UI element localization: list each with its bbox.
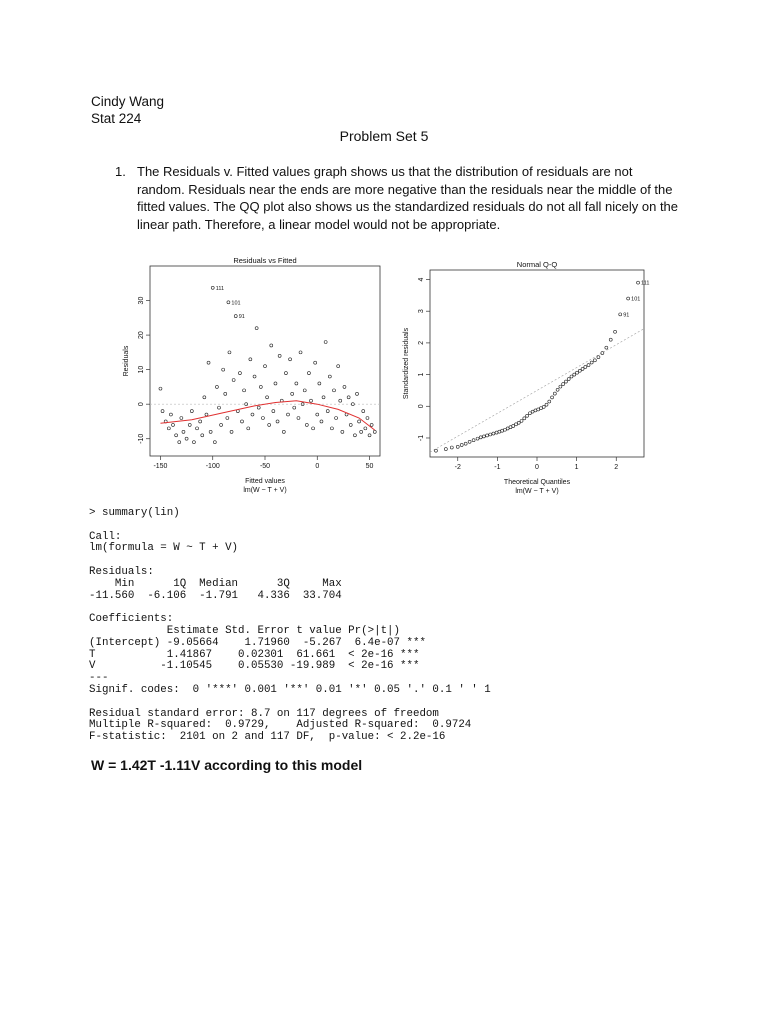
data-point bbox=[180, 417, 183, 420]
data-point bbox=[201, 434, 204, 437]
data-point bbox=[178, 441, 181, 444]
data-point bbox=[241, 420, 244, 423]
data-point bbox=[472, 439, 475, 442]
data-point bbox=[287, 413, 290, 416]
data-point bbox=[542, 405, 545, 408]
data-point bbox=[551, 396, 554, 399]
data-point bbox=[169, 413, 172, 416]
data-point bbox=[605, 346, 608, 349]
r-output-line: Residual standard error: 8.7 on 117 degrees of freedom bbox=[89, 707, 439, 720]
data-point bbox=[305, 423, 308, 426]
data-point bbox=[243, 389, 246, 392]
data-point bbox=[559, 385, 562, 388]
data-point bbox=[362, 410, 365, 413]
plot-frame bbox=[150, 266, 380, 456]
x-axis-label: Theoretical Quantiles bbox=[503, 479, 571, 486]
r-output-line: Multiple R-squared: 0.9729, Adjusted R-squared: 0.9724 bbox=[89, 719, 472, 732]
r-output-line: Coefficients: bbox=[89, 613, 174, 626]
data-point bbox=[330, 427, 333, 430]
data-point bbox=[464, 442, 467, 445]
author-name: Cindy Wang bbox=[91, 94, 165, 109]
data-point bbox=[545, 403, 548, 406]
data-point bbox=[366, 417, 369, 420]
r-output-line: Call: bbox=[89, 530, 122, 543]
data-point bbox=[322, 396, 325, 399]
data-point bbox=[199, 420, 202, 423]
data-point bbox=[567, 378, 570, 381]
data-point bbox=[492, 432, 495, 435]
data-point bbox=[570, 375, 573, 378]
data-point bbox=[227, 301, 230, 304]
y-axis-label: Standardized residuals bbox=[403, 327, 410, 400]
data-point bbox=[222, 368, 225, 371]
data-point bbox=[326, 410, 329, 413]
x-axis-sublabel: lm(W ~ T + V) bbox=[243, 487, 287, 494]
data-point bbox=[211, 286, 214, 289]
data-point bbox=[226, 417, 229, 420]
x-tick-label: -100 bbox=[205, 463, 220, 470]
data-point bbox=[253, 375, 256, 378]
data-point bbox=[270, 344, 273, 347]
data-point bbox=[619, 313, 622, 316]
data-point bbox=[526, 414, 529, 417]
r-output-line: T 1.41867 0.02301 61.661 < 2e-16 *** bbox=[89, 648, 420, 661]
question-number: 1. bbox=[115, 164, 126, 179]
x-tick-label: -50 bbox=[259, 463, 271, 470]
r-output-line: F-statistic: 2101 on 2 and 117 DF, p-value: < 2.2e-16 bbox=[89, 731, 446, 744]
data-point bbox=[175, 434, 178, 437]
data-point bbox=[553, 392, 556, 395]
data-point bbox=[218, 406, 221, 409]
r-output-line: (Intercept) -9.05664 1.71960 -5.267 6.4e-07 *** bbox=[89, 636, 426, 649]
r-output-line: Signif. codes: 0 '***' 0.001 '**' 0.01 '*' 0.05 '.' 0.1 ' ' 1 bbox=[89, 683, 491, 696]
data-point bbox=[479, 436, 482, 439]
data-point bbox=[205, 413, 208, 416]
data-point bbox=[257, 406, 260, 409]
data-point bbox=[203, 396, 206, 399]
data-point bbox=[528, 412, 531, 415]
data-point bbox=[299, 351, 302, 354]
normal-qq-chart bbox=[396, 253, 656, 511]
data-point bbox=[188, 423, 191, 426]
y-tick-label: 1 bbox=[418, 372, 425, 377]
y-tick-label: -10 bbox=[138, 433, 145, 444]
data-point bbox=[370, 423, 373, 426]
data-point bbox=[637, 281, 640, 284]
data-point bbox=[517, 421, 520, 424]
data-point bbox=[581, 367, 584, 370]
data-point bbox=[303, 389, 306, 392]
data-point bbox=[520, 419, 523, 422]
residuals-vs-fitted-chart bbox=[108, 253, 398, 503]
x-tick-label: -150 bbox=[153, 463, 168, 470]
data-point bbox=[320, 420, 323, 423]
data-point bbox=[360, 430, 363, 433]
data-point bbox=[224, 392, 227, 395]
r-output-line bbox=[89, 520, 491, 532]
data-point bbox=[460, 443, 463, 446]
data-point bbox=[220, 423, 223, 426]
data-point bbox=[234, 315, 237, 318]
data-point bbox=[347, 396, 350, 399]
data-point bbox=[333, 389, 336, 392]
data-point bbox=[328, 375, 331, 378]
data-point bbox=[514, 423, 517, 426]
x-tick-label: 1 bbox=[574, 464, 579, 471]
r-output-line: V -1.10545 0.05530 -19.989 < 2e-16 *** bbox=[89, 660, 420, 673]
data-point bbox=[318, 382, 321, 385]
r-summary-output bbox=[89, 508, 491, 744]
data-point bbox=[609, 338, 612, 341]
data-point bbox=[450, 446, 453, 449]
data-point bbox=[182, 430, 185, 433]
question-1 bbox=[115, 163, 680, 233]
data-point bbox=[284, 372, 287, 375]
data-point bbox=[339, 399, 342, 402]
y-tick-label: 3 bbox=[418, 309, 425, 314]
data-point bbox=[324, 341, 327, 344]
plot-frame bbox=[430, 270, 644, 457]
data-point bbox=[573, 373, 576, 376]
course-name: Stat 224 bbox=[91, 111, 142, 126]
data-point bbox=[228, 351, 231, 354]
outlier-label: 91 bbox=[238, 314, 245, 321]
x-tick-label: -2 bbox=[454, 464, 461, 471]
r-output-line bbox=[89, 697, 491, 709]
chart-title: Normal Q-Q bbox=[516, 260, 558, 269]
data-point bbox=[368, 434, 371, 437]
r-output-line: Residuals: bbox=[89, 565, 154, 578]
outlier-label: 111 bbox=[641, 280, 650, 287]
data-point bbox=[314, 361, 317, 364]
data-point bbox=[310, 399, 313, 402]
outlier-label: 101 bbox=[231, 300, 241, 307]
data-point bbox=[312, 427, 315, 430]
data-point bbox=[167, 427, 170, 430]
data-point bbox=[213, 441, 216, 444]
document-title: Problem Set 5 bbox=[339, 128, 429, 144]
data-point bbox=[512, 424, 515, 427]
outlier-label: 91 bbox=[623, 312, 630, 319]
qq-reference-line bbox=[430, 329, 644, 453]
data-point bbox=[353, 434, 356, 437]
data-point bbox=[249, 358, 252, 361]
data-point bbox=[161, 410, 164, 413]
r-output-line: Estimate Std. Error t value Pr(>|t|) bbox=[89, 624, 401, 637]
data-point bbox=[295, 382, 298, 385]
y-tick-label: 0 bbox=[138, 402, 145, 407]
model-conclusion: W = 1.42T -1.11V according to this model bbox=[91, 757, 363, 773]
data-point bbox=[159, 387, 162, 390]
y-axis-label: Residuals bbox=[123, 345, 130, 377]
data-point bbox=[548, 400, 551, 403]
data-point bbox=[264, 365, 267, 368]
r-output-line: --- bbox=[89, 672, 109, 685]
r-output-line: lm(formula = W ~ T + V) bbox=[89, 542, 239, 555]
data-point bbox=[274, 382, 277, 385]
data-point bbox=[337, 365, 340, 368]
data-point bbox=[597, 356, 600, 359]
data-point bbox=[482, 435, 485, 438]
data-point bbox=[259, 385, 262, 388]
data-point bbox=[593, 359, 596, 362]
data-point bbox=[307, 372, 310, 375]
y-tick-label: 0 bbox=[418, 404, 425, 409]
data-point bbox=[266, 396, 269, 399]
data-point bbox=[196, 427, 199, 430]
data-point bbox=[364, 427, 367, 430]
r-output-line: Min 1Q Median 3Q Max bbox=[89, 577, 342, 590]
data-point bbox=[456, 445, 459, 448]
y-tick-label: 2 bbox=[418, 340, 425, 345]
data-point bbox=[247, 427, 250, 430]
data-point bbox=[358, 420, 361, 423]
y-tick-label: -1 bbox=[418, 434, 425, 442]
y-tick-label: 4 bbox=[418, 277, 425, 282]
data-point bbox=[556, 388, 559, 391]
data-point bbox=[291, 392, 294, 395]
data-point bbox=[207, 361, 210, 364]
data-point bbox=[172, 423, 175, 426]
x-axis-sublabel: lm(W ~ T + V) bbox=[515, 488, 559, 495]
outlier-label: 111 bbox=[215, 285, 225, 292]
data-point bbox=[576, 371, 579, 374]
data-point bbox=[489, 433, 492, 436]
data-point bbox=[356, 392, 359, 395]
data-point bbox=[584, 365, 587, 368]
data-point bbox=[297, 417, 300, 420]
data-point bbox=[590, 361, 593, 364]
data-point bbox=[192, 441, 195, 444]
data-point bbox=[261, 417, 264, 420]
r-output-line: -11.560 -6.106 -1.791 4.336 33.704 bbox=[89, 589, 342, 602]
data-point bbox=[349, 423, 352, 426]
data-point bbox=[209, 430, 212, 433]
data-point bbox=[238, 372, 241, 375]
data-point bbox=[434, 449, 437, 452]
data-point bbox=[476, 437, 479, 440]
data-point bbox=[587, 364, 590, 367]
data-point bbox=[251, 413, 254, 416]
data-point bbox=[282, 430, 285, 433]
data-point bbox=[578, 369, 581, 372]
data-point bbox=[614, 330, 617, 333]
data-point bbox=[444, 448, 447, 451]
x-tick-label: 0 bbox=[535, 464, 539, 471]
data-point bbox=[232, 379, 235, 382]
data-point bbox=[373, 430, 376, 433]
y-tick-label: 10 bbox=[138, 365, 145, 374]
data-point bbox=[268, 423, 271, 426]
data-point bbox=[230, 430, 233, 433]
data-point bbox=[564, 380, 567, 383]
data-point bbox=[316, 413, 319, 416]
x-tick-label: 2 bbox=[614, 464, 619, 471]
data-point bbox=[278, 354, 281, 357]
r-output-line: > summary(lin) bbox=[89, 507, 180, 519]
data-point bbox=[289, 358, 292, 361]
data-point bbox=[343, 385, 346, 388]
data-point bbox=[190, 410, 193, 413]
data-point bbox=[272, 410, 275, 413]
data-point bbox=[255, 327, 258, 330]
data-point bbox=[468, 440, 471, 443]
y-tick-label: 20 bbox=[138, 331, 145, 339]
x-tick-label: -1 bbox=[494, 464, 501, 471]
data-point bbox=[627, 297, 630, 300]
data-point bbox=[276, 420, 279, 423]
data-point bbox=[523, 417, 526, 420]
chart-title: Residuals vs Fitted bbox=[233, 256, 297, 265]
data-point bbox=[215, 385, 218, 388]
data-point bbox=[335, 417, 338, 420]
data-point bbox=[293, 406, 296, 409]
y-tick-label: 30 bbox=[138, 296, 145, 305]
data-point bbox=[341, 430, 344, 433]
x-axis-label: Fitted values bbox=[245, 478, 285, 485]
x-tick-label: 0 bbox=[315, 463, 320, 470]
x-tick-label: 50 bbox=[365, 463, 374, 470]
outlier-label: 101 bbox=[631, 296, 641, 303]
data-point bbox=[486, 434, 489, 437]
question-answer-text: The Residuals v. Fitted values graph shows us that the distribution of residuals are not random. Residuals near the ends are more negative than the residuals near the middle of the fitted values. The QQ plot also shows us the standardized residuals do not all fall nicely on the linear path. Therefore, a linear model would not be appropriate. bbox=[137, 164, 679, 232]
data-point bbox=[562, 383, 565, 386]
data-point bbox=[185, 437, 188, 440]
